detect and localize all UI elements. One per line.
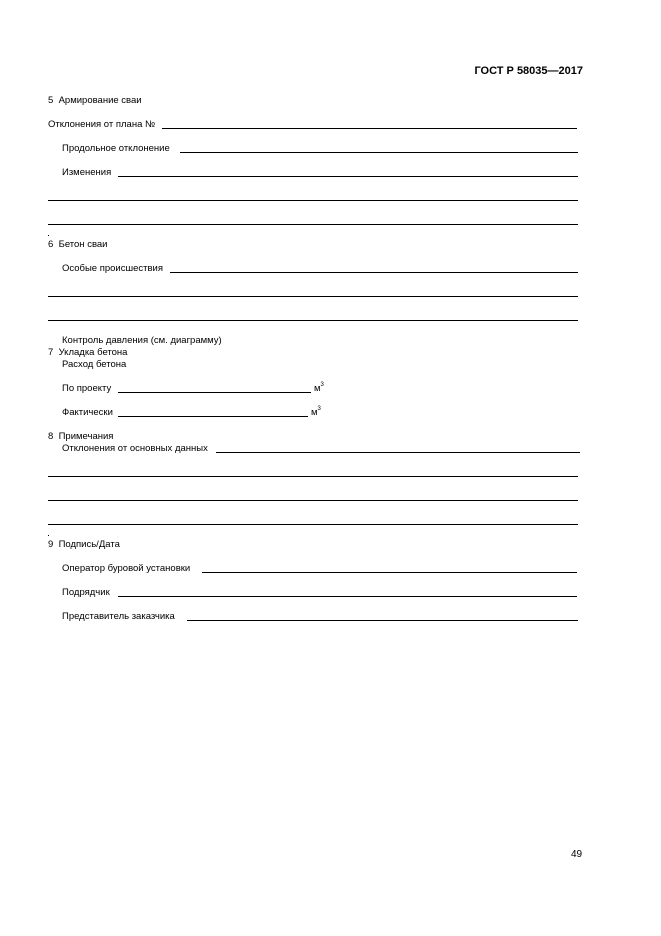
section-5-heading [48,96,142,106]
section-6-number: 6 [48,239,54,250]
special-incidents-label: Особые происшествия [62,263,163,274]
changes-field[interactable] [118,176,578,177]
section-8-heading [48,432,113,442]
section-7-title: Укладка бетона [58,347,128,358]
notes-extra-line-2[interactable] [48,500,578,501]
section-9-number: 9 [48,539,54,550]
customer-rep-signature-field[interactable] [187,620,578,621]
rig-operator-signature-field[interactable] [202,572,577,573]
unit-power: 3 [317,406,321,412]
deviations-from-base-label: Отклонения от основных данных [62,443,208,454]
longitudinal-deviation-field[interactable] [180,152,578,153]
section-6-heading [48,240,107,250]
deviations-from-plan-label: Отклонения от плана № [48,119,156,130]
customer-rep-label: Представитель заказчика [62,611,175,622]
unit-power: 3 [320,382,324,388]
section-9-heading [48,540,120,550]
section-7-heading [48,348,127,358]
deviations-from-base-field[interactable] [216,452,580,453]
document-header: ГОСТ Р 58035—2017 [474,65,583,77]
changes-extra-line-2[interactable] [48,224,578,225]
section-9-title: Подпись/Дата [58,539,120,550]
incidents-extra-line-1[interactable] [48,296,578,297]
contractor-signature-field[interactable] [118,596,577,597]
pressure-control-label: Контроль давления (см. диаграмму) [62,335,222,346]
page-number: 49 [571,849,583,860]
deviations-from-plan-field[interactable] [162,128,577,129]
stray-mark [48,235,49,236]
incidents-extra-line-2[interactable] [48,320,578,321]
unit-m: м [311,407,318,418]
stray-mark [48,535,49,536]
section-6-title: Бетон сваи [58,239,108,250]
actually-field[interactable] [118,416,308,417]
notes-extra-line-1[interactable] [48,476,578,477]
special-incidents-field[interactable] [170,272,578,273]
section-5-number: 5 [48,95,54,106]
by-design-unit [314,384,324,394]
by-design-field[interactable] [118,392,311,393]
concrete-consumption-label: Расход бетона [62,359,127,370]
section-5-title: Армирование сваи [58,95,142,106]
section-7-number: 7 [48,347,54,358]
contractor-label: Подрядчик [62,587,110,598]
changes-label: Изменения [62,167,112,178]
rig-operator-label: Оператор буровой установки [62,563,191,574]
notes-extra-line-3[interactable] [48,524,578,525]
longitudinal-deviation-label: Продольное отклонение [62,143,170,154]
actually-label: Фактически [62,407,113,418]
changes-extra-line-1[interactable] [48,200,578,201]
section-8-number: 8 [48,431,54,442]
actually-unit [311,408,321,418]
unit-m: м [314,383,321,394]
by-design-label: По проекту [62,383,112,394]
section-8-title: Примечания [58,431,114,442]
